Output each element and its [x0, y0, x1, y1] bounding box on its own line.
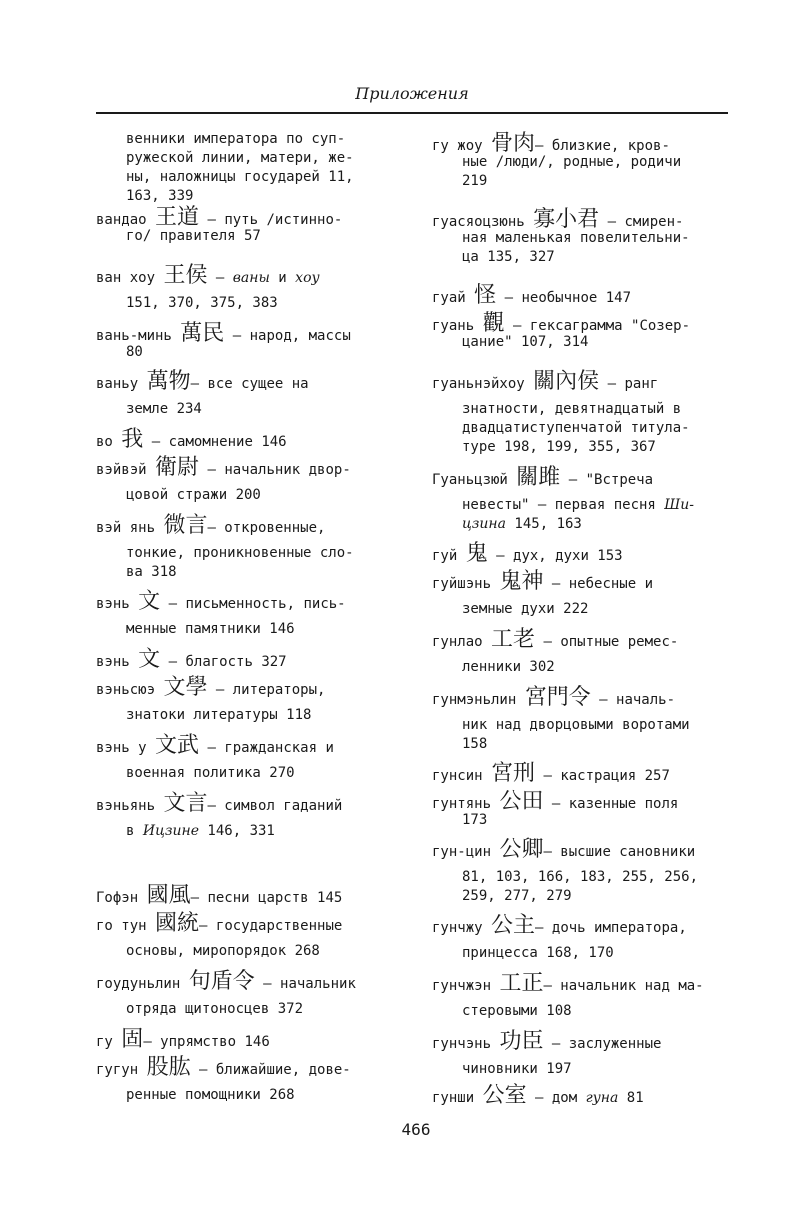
entry-line [432, 837, 698, 862]
entry-text: ленники 302 [462, 659, 555, 675]
index-entry [96, 589, 346, 639]
entry-text: – гражданская и [199, 740, 334, 756]
entry-text: – литераторы, [207, 682, 326, 698]
index-entry [96, 455, 351, 505]
entry-line [96, 1086, 351, 1105]
entry-text: 81, 103, 166, 183, 255, 256, [462, 869, 699, 885]
entry-text: чиновники 197 [462, 1061, 572, 1077]
entry-text: гунчэнь [432, 1036, 500, 1052]
entry-text: вэньсюэ [96, 682, 164, 698]
entry-text: цовой стражи 200 [126, 487, 261, 503]
index-entry [96, 513, 354, 582]
chinese-characters: 公主 [491, 913, 536, 938]
chinese-characters: 萬民 [180, 321, 225, 346]
entry-text: го/ правителя 57 [126, 228, 261, 244]
chinese-characters: 關雎 [516, 465, 561, 490]
entry-text: – ранг [599, 376, 659, 392]
entry-line [432, 761, 670, 786]
entry-text: гунмэньлин [432, 692, 525, 708]
index-entry [432, 913, 687, 963]
entry-text: гоудуньлин [96, 976, 189, 992]
chinese-characters: 鬼 [465, 541, 488, 566]
entry-text: – начальник двор- [199, 462, 351, 478]
index-entry [96, 1027, 270, 1052]
italic-term: Ши- [664, 497, 695, 513]
index-entry [432, 541, 623, 566]
entry-text: – небесные и [543, 576, 654, 592]
entry-line [432, 153, 681, 172]
index-entry [96, 205, 343, 246]
entry-text: 173 [462, 812, 488, 828]
entry-text: – дочь императора, [535, 920, 687, 936]
entry-text: 219 [462, 173, 488, 189]
entry-text: – гексаграмма "Созер- [504, 318, 691, 334]
entry-line [96, 400, 309, 419]
entry-text: в [126, 823, 143, 839]
entry-text: вэньянь [96, 798, 164, 814]
entry-text: Гуаньцзюй [432, 472, 517, 488]
entry-line [432, 685, 690, 710]
entry-line [96, 369, 309, 394]
entry-line [432, 400, 690, 419]
entry-text: – путь /истинно- [199, 212, 343, 228]
entry-text: гунчжу [432, 920, 492, 936]
entry-text: цание" 107, 314 [462, 334, 589, 350]
entry-text: – письменность, пись- [160, 596, 346, 612]
entry-line [432, 1083, 644, 1108]
index-entry [432, 283, 632, 308]
entry-line [96, 227, 342, 246]
entry-text: стеровыми 108 [462, 1003, 572, 1019]
entry-line [96, 263, 320, 288]
entry-text: гунсин [432, 768, 492, 784]
entry-line [432, 658, 678, 677]
entry-line [96, 589, 346, 614]
entry-line [96, 168, 354, 187]
entry-text: менные памятники 146 [126, 621, 295, 637]
entry-line [432, 868, 698, 887]
entry-text: гунтянь [432, 796, 500, 812]
entry-line [432, 887, 698, 906]
index-entry [96, 675, 326, 725]
entry-text: гуай [432, 290, 475, 306]
index-entry [432, 569, 654, 619]
entry-line [432, 600, 653, 619]
entry-text: во [96, 434, 122, 450]
entry-text: го тун [96, 918, 156, 934]
entry-line [432, 131, 681, 156]
entry-text: ца 135, 327 [462, 249, 555, 265]
entry-line [432, 229, 690, 248]
page-number: 466 [401, 1120, 431, 1139]
entry-line [432, 944, 687, 963]
entry-text: гу жоу [432, 138, 492, 154]
entry-text: вэнь у [96, 740, 156, 756]
chinese-characters: 股肱 [146, 1055, 191, 1080]
entry-text: – высшие сановники [543, 844, 696, 860]
entry-line [432, 369, 690, 394]
entry-text: – самомнение 146 [143, 434, 287, 450]
entry-text: венники императора по суп- [126, 131, 346, 147]
entry-text: принцесса 168, 170 [462, 945, 614, 961]
entry-line [96, 620, 346, 639]
entry-text: ны, наложницы государей 11, [126, 169, 354, 185]
entry-line [432, 1060, 661, 1079]
entry-line [96, 647, 287, 672]
entry-text: гунлао [432, 634, 492, 650]
entry-text: вэйвэй [96, 462, 156, 478]
entry-text: двадцатиступенчатой титула- [462, 420, 690, 436]
index-entry [96, 791, 343, 841]
italic-term: цзина [462, 516, 506, 532]
chinese-characters: 文 [138, 647, 161, 672]
entry-line [96, 544, 354, 563]
entry-line [96, 321, 351, 346]
chinese-characters: 鬼神 [499, 569, 544, 594]
entry-line [96, 486, 351, 505]
entry-text: гунчжэн [432, 978, 500, 994]
entry-text: – ближайшие, дове- [190, 1062, 351, 1078]
entry-text: гунши [432, 1090, 483, 1106]
chinese-characters: 我 [121, 427, 144, 452]
entry-text: земные духи 222 [462, 601, 589, 617]
entry-text: – смирен- [599, 214, 684, 230]
entry-line [96, 1027, 270, 1052]
entry-text: и [269, 270, 296, 286]
entry-line [432, 333, 690, 352]
index-entry [96, 427, 287, 452]
entry-text: ваньу [96, 376, 147, 392]
index-entry [432, 465, 695, 534]
index-entry [96, 647, 287, 672]
entry-text: вандао [96, 212, 156, 228]
italic-term: Ицзине [142, 823, 199, 839]
entry-text: ные /люди/, родные, родичи [462, 154, 682, 170]
entry-text: знатности, девятнадцатый в [462, 401, 682, 417]
index-entry [432, 369, 690, 457]
entry-text: основы, миропорядок 268 [126, 943, 320, 959]
entry-line [96, 455, 351, 480]
entry-text: – упрямство 146 [143, 1034, 270, 1050]
entry-text: гуасяоцзюнь [432, 214, 534, 230]
entry-line [96, 791, 343, 816]
header-rule [96, 112, 728, 114]
entry-text: – "Встреча [560, 472, 654, 488]
entry-line [432, 811, 678, 830]
entry-text: знатоки литературы 118 [126, 707, 312, 723]
chinese-characters: 公田 [499, 789, 544, 814]
index-entry [432, 207, 690, 267]
entry-text: – благость 327 [160, 654, 287, 670]
entry-line [432, 438, 690, 457]
index-entry [432, 971, 704, 1021]
index-entry [432, 131, 682, 191]
entry-text: отряда щитоносцев 372 [126, 1001, 304, 1017]
entry-line [96, 822, 342, 841]
index-entry [96, 883, 343, 908]
entry-text: – символ гаданий [207, 798, 343, 814]
entry-line [432, 541, 623, 566]
entry-line [96, 911, 343, 936]
entry-text: вань-минь [96, 328, 181, 344]
chinese-characters: 公卿 [499, 837, 544, 862]
entry-line [96, 130, 354, 149]
entry-line [432, 735, 690, 754]
entry-text: – начальник [254, 976, 356, 992]
entry-line [96, 513, 354, 538]
chinese-characters: 固 [121, 1027, 144, 1052]
chinese-characters: 工老 [491, 627, 536, 652]
chinese-characters: 關內侯 [533, 369, 600, 394]
index-entry [96, 1055, 351, 1105]
entry-line [96, 942, 342, 961]
entry-text: гуань [432, 318, 483, 334]
entry-text: гуаньнэйхоу [432, 376, 534, 392]
chinese-characters: 國風 [146, 883, 191, 908]
chinese-characters: 功臣 [499, 1029, 544, 1054]
entry-text: 259, 277, 279 [462, 888, 572, 904]
index-entry [96, 733, 334, 783]
chinese-characters: 宮刑 [491, 761, 536, 786]
index-entry [432, 837, 699, 906]
entry-text: гун-цин [432, 844, 500, 860]
chinese-characters: 句盾令 [188, 969, 255, 994]
entry-line [432, 913, 687, 938]
entry-text: гугун [96, 1062, 147, 1078]
entry-line [96, 969, 356, 994]
entry-text: – казенные поля [543, 796, 679, 812]
entry-text: – дом [526, 1090, 586, 1106]
entry-text: ва 318 [126, 564, 177, 580]
index-entry [96, 130, 354, 206]
entry-text: – началь- [590, 692, 676, 708]
entry-line [432, 789, 679, 814]
index-entry [96, 911, 343, 961]
chinese-characters: 國統 [155, 911, 200, 936]
entry-text: ренные помощники 268 [126, 1087, 295, 1103]
index-entry [432, 1083, 644, 1108]
entry-text: – песни царств 145 [190, 890, 343, 906]
entry-line [432, 419, 690, 438]
entry-text: гуйшэнь [432, 576, 500, 592]
chinese-characters: 文學 [163, 675, 208, 700]
entry-text: тонкие, проникновенные сло- [126, 545, 354, 561]
entry-text: ник над дворцовыми воротами [462, 717, 690, 733]
entry-line [96, 563, 354, 582]
entry-line [96, 294, 320, 313]
entry-line [96, 1055, 351, 1080]
index-entry [96, 321, 351, 362]
entry-line [432, 515, 694, 534]
entry-text: – дух, духи 153 [487, 548, 623, 564]
entry-line [96, 764, 334, 783]
index-entry [96, 369, 309, 419]
entry-line [432, 207, 690, 232]
entry-text: ная маленькая повелительни- [462, 230, 690, 246]
chinese-characters: 衛尉 [155, 455, 200, 480]
entry-line [432, 1002, 704, 1021]
entry-text: вэй янь [96, 520, 164, 536]
entry-text: 163, 339 [126, 188, 194, 204]
entry-line [432, 283, 632, 308]
chinese-characters: 骨肉 [491, 131, 536, 156]
index-entry [432, 627, 679, 677]
entry-line [96, 427, 287, 452]
entry-line [96, 733, 334, 758]
entry-text: – [207, 270, 233, 286]
entry-line [432, 1029, 662, 1054]
entry-line [96, 675, 326, 700]
entry-text: – все сущее на [190, 376, 309, 392]
chinese-characters: 王道 [155, 205, 200, 230]
chinese-characters: 萬物 [146, 369, 191, 394]
entry-text: – откровенные, [207, 520, 326, 536]
chinese-characters: 文 [138, 589, 161, 614]
entry-line [432, 496, 694, 515]
entry-text: вэнь [96, 596, 139, 612]
entry-text: – близкие, кров- [535, 138, 670, 154]
entry-line [96, 1000, 356, 1019]
entry-line [432, 311, 691, 336]
entry-text: – необычное 147 [496, 290, 632, 306]
entry-line [432, 971, 704, 996]
running-title: Приложения [355, 84, 469, 103]
entry-line [432, 172, 681, 191]
index-entry [432, 1029, 662, 1079]
entry-text: 158 [462, 736, 488, 752]
chinese-characters: 王侯 [163, 263, 208, 288]
entry-text: Гофэн [96, 890, 147, 906]
entry-line [432, 465, 694, 490]
chinese-characters: 寡小君 [533, 207, 600, 232]
chinese-characters: 公室 [482, 1083, 527, 1108]
entry-text: гуй [432, 548, 466, 564]
index-entry [432, 761, 670, 786]
entry-text: 151, 370, 375, 383 [126, 295, 278, 311]
entry-line [96, 149, 354, 168]
entry-line [96, 883, 343, 908]
entry-text: невесты" – первая песня [462, 497, 665, 513]
entry-text: 80 [126, 344, 143, 360]
entry-text: – государственные [199, 918, 343, 934]
entry-line [432, 569, 654, 594]
entry-text: – народ, массы [224, 328, 351, 344]
chinese-characters: 文武 [155, 733, 200, 758]
entry-text: 145, 163 [506, 516, 582, 532]
index-entry [96, 969, 356, 1019]
chinese-characters: 宮門令 [524, 685, 591, 710]
entry-text: туре 198, 199, 355, 367 [462, 439, 656, 455]
index-entry [432, 789, 679, 830]
entry-text: 81 [618, 1090, 644, 1106]
index-entry [96, 263, 320, 313]
entry-text: ван хоу [96, 270, 164, 286]
index-entry [432, 311, 691, 352]
entry-line [96, 205, 343, 230]
entry-line [432, 716, 690, 735]
chinese-characters: 微言 [163, 513, 208, 538]
entry-text: вэнь [96, 654, 139, 670]
entry-line [432, 248, 690, 267]
entry-text: земле 234 [126, 401, 202, 417]
entry-text: – начальник над ма- [543, 978, 704, 994]
entry-text: ружеской линии, матери, же- [126, 150, 354, 166]
entry-line [432, 627, 679, 652]
italic-term: ваны [232, 270, 270, 286]
entry-line [96, 187, 354, 206]
chinese-characters: 怪 [474, 283, 497, 308]
entry-text: – кастрация 257 [535, 768, 670, 784]
entry-text: – опытные ремес- [535, 634, 679, 650]
index-entry [432, 685, 690, 754]
entry-text: – заслуженные [543, 1036, 662, 1052]
chinese-characters: 工正 [499, 971, 544, 996]
entry-text: военная политика 270 [126, 765, 295, 781]
italic-term: гуна [585, 1090, 619, 1106]
entry-text: гу [96, 1034, 122, 1050]
chinese-characters: 觀 [482, 311, 505, 336]
chinese-characters: 文言 [163, 791, 208, 816]
entry-line [96, 706, 325, 725]
italic-term: хоу [295, 270, 320, 286]
entry-text: 146, 331 [199, 823, 275, 839]
